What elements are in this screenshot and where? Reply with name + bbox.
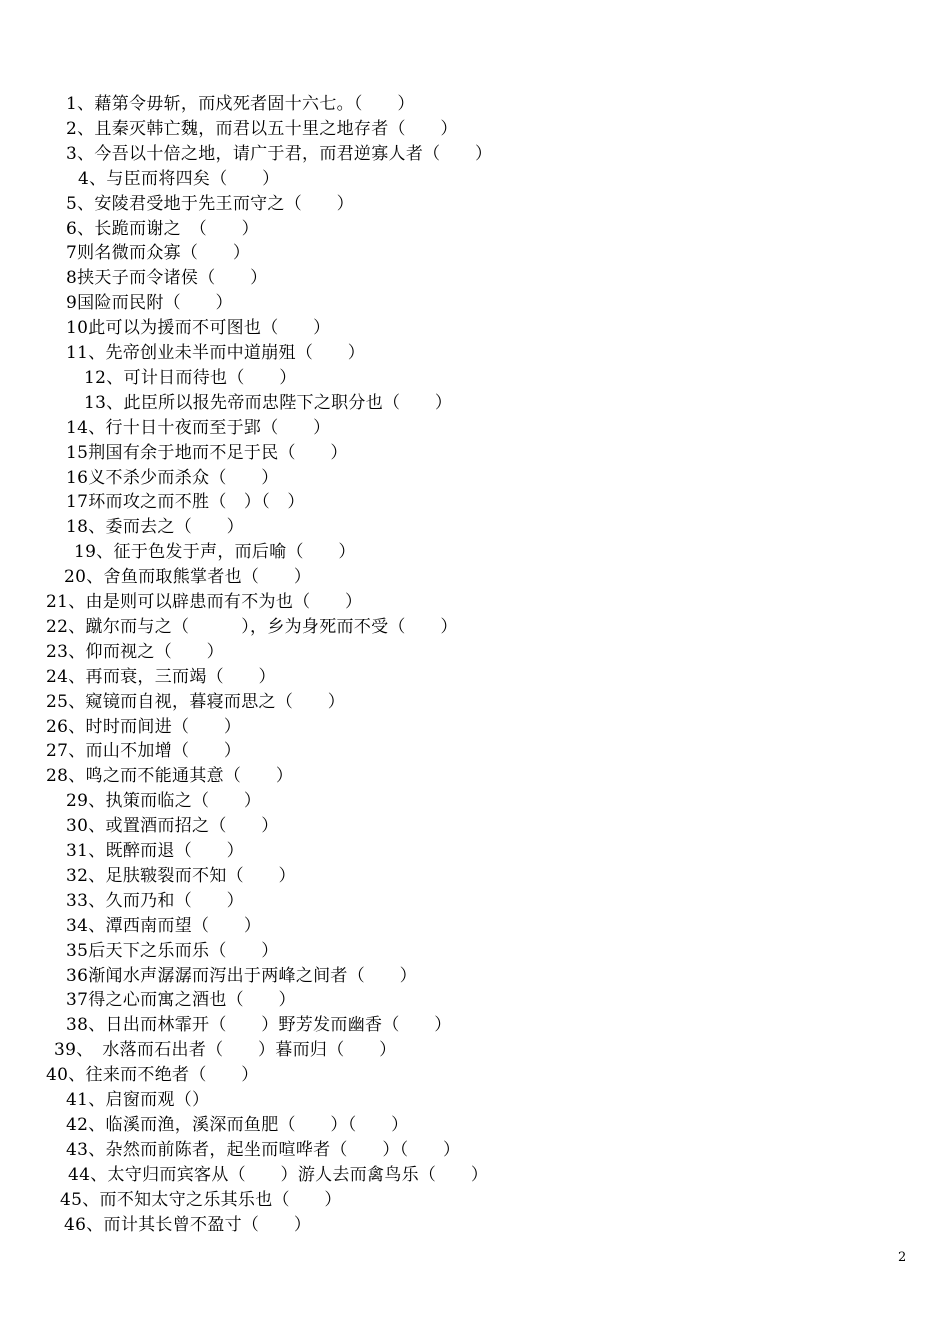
exercise-item: 34、潭西南而望（ ） <box>66 916 262 936</box>
exercise-item: 21、由是则可以辟患而有不为也（ ） <box>46 592 363 612</box>
exercise-item: 9国险而民附（ ） <box>66 293 233 313</box>
exercise-item: 42、临溪而渔，溪深而鱼肥（ ）（ ） <box>66 1115 409 1135</box>
exercise-item: 25、窥镜而自视，暮寝而思之（ ） <box>46 692 346 712</box>
exercise-item: 41、启窗而观（） <box>66 1090 210 1110</box>
exercise-item: 33、久而乃和（ ） <box>66 891 244 911</box>
exercise-item: 18、委而去之（ ） <box>66 517 244 537</box>
exercise-item: 35后天下之乐而乐（ ） <box>66 941 279 961</box>
exercise-item: 44、太守归而宾客从（ ）游人去而禽鸟乐（ ） <box>68 1165 489 1185</box>
exercise-item: 20、舍鱼而取熊掌者也（ ） <box>64 567 312 587</box>
exercise-item: 23、仰而视之（ ） <box>46 642 224 662</box>
exercise-item: 39、 水落而石出者（ ）暮而归（ ） <box>54 1040 397 1060</box>
exercise-item: 5、安陵君受地于先王而守之（ ） <box>66 194 354 214</box>
exercise-item: 3、今吾以十倍之地，请广于君，而君逆寡人者（ ） <box>66 144 493 164</box>
exercise-item: 32、足肤皲裂而不知（ ） <box>66 866 296 886</box>
exercise-item: 19、征于色发于声，而后喻（ ） <box>74 542 356 562</box>
exercise-item: 2、且秦灭韩亡魏，而君以五十里之地存者（ ） <box>66 119 458 139</box>
exercise-item: 22、蹴尔而与之（ ），乡为身死而不受（ ） <box>46 617 458 637</box>
exercise-item: 16义不杀少而杀众（ ） <box>66 468 279 488</box>
page-number: 2 <box>898 1250 907 1265</box>
exercise-item: 38、日出而林霏开（ ）野芳发而幽香（ ） <box>66 1015 452 1035</box>
exercise-item: 46、而计其长曾不盈寸（ ） <box>64 1215 312 1235</box>
exercise-item: 12、可计日而待也（ ） <box>84 368 297 388</box>
exercise-item: 17环而攻之而不胜（ ）（ ） <box>66 492 305 512</box>
exercise-item: 13、此臣所以报先帝而忠陛下之职分也（ ） <box>84 393 453 413</box>
exercise-item: 7则名微而众寡（ ） <box>66 243 251 263</box>
exercise-item: 30、或置酒而招之（ ） <box>66 816 279 836</box>
exercise-item: 11、先帝创业未半而中道崩殂（ ） <box>66 343 366 363</box>
exercise-item: 10此可以为援而不可图也（ ） <box>66 318 331 338</box>
exercise-item: 6、长跪而谢之 （ ） <box>66 219 259 239</box>
exercise-item: 14、行十日十夜而至于郢（ ） <box>66 418 331 438</box>
exercise-item: 15荆国有余于地而不足于民（ ） <box>66 443 348 463</box>
exercise-item: 31、既醉而退（ ） <box>66 841 244 861</box>
exercise-item: 8挟天子而令诸侯（ ） <box>66 268 268 288</box>
exercise-item: 36渐闻水声潺潺而泻出于两峰之间者（ ） <box>66 966 417 986</box>
exercise-item: 37得之心而寓之酒也（ ） <box>66 990 296 1010</box>
exercise-item: 28、鸣之而不能通其意（ ） <box>46 766 294 786</box>
exercise-item: 27、而山不加增（ ） <box>46 741 242 761</box>
exercise-item: 45、而不知太守之乐其乐也（ ） <box>60 1190 342 1210</box>
exercise-item: 29、执策而临之（ ） <box>66 791 262 811</box>
exercise-item: 43、杂然而前陈者，起坐而喧哗者（ ）（ ） <box>66 1140 461 1160</box>
exercise-item: 40、往来而不绝者（ ） <box>46 1065 259 1085</box>
exercise-item: 26、时时而间进（ ） <box>46 717 242 737</box>
exercise-item: 4、与臣而将四矣（ ） <box>78 169 280 189</box>
exercise-item: 24、再而衰，三而竭（ ） <box>46 667 276 687</box>
exercise-item: 1、藉第令毋斩，而戍死者固十六七。（ ） <box>66 94 415 114</box>
